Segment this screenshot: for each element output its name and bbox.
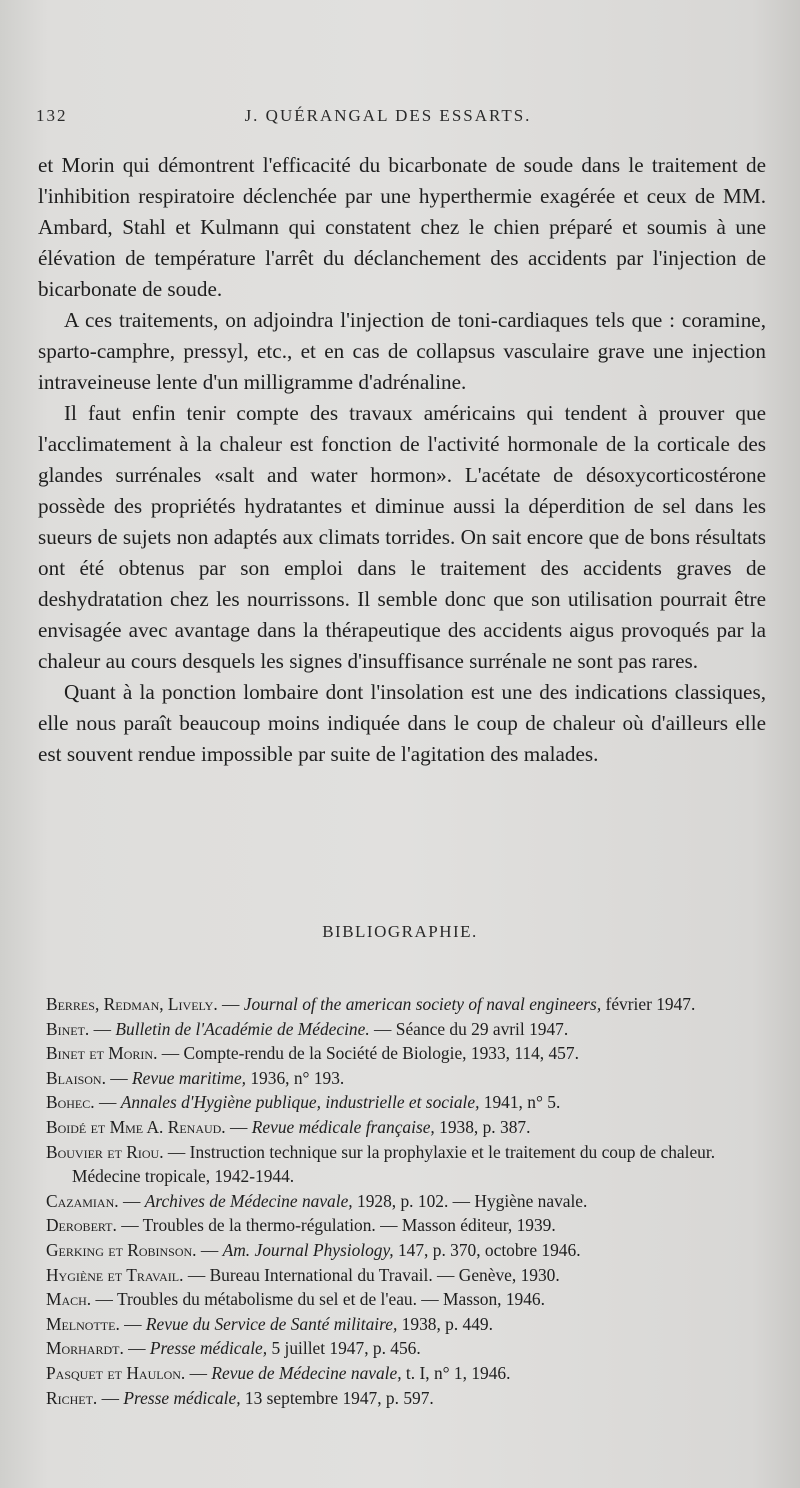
bibliography-entry: Binet. — Bulletin de l'Académie de Médecine. — Séance du 29 avril 1947. (46, 1018, 569, 1039)
paragraph: Il faut enfin tenir compte des travaux américains qui tendent à prouver que l'acclimatement à la chaleur est fonction de l'activité hormonale de la corticale des glandes surrénales «salt and water hormon». L'acétate de désoxycorticostérone possède des propriétés hydratantes et diminue aussi la déperdition de sel dans les sueurs de sujets non adaptés aux climats torrides. On sait encore que de bons résultats ont été obtenus par son emploi dans le traitement des accidents graves de deshydratation chez les nourrissons. Il semble donc que son utilisation pourrait être envisagée avec avantage dans la thérapeutique des accidents aigus provoqués par la chaleur au cours desquels les signes d'insuffisance surrénale ne sont pas rares. (38, 401, 766, 673)
bibliography-source: Revue maritime, (132, 1067, 247, 1088)
bibliography-source: Annales d'Hygiène publique, industrielle et sociale, (120, 1092, 480, 1113)
bibliography-authors: Hygiène et Travail. (46, 1264, 184, 1285)
bibliography-source: Archives de Médecine navale, (144, 1190, 353, 1211)
bibliography-source: Presse médicale, (149, 1338, 268, 1359)
bibliography-entry: Binet et Morin. — Compte-rendu de la Société de Biologie, 1933, 114, 457. (46, 1043, 579, 1064)
bibliography-details: 1936, n° 193. (246, 1067, 345, 1088)
bibliography-source: Revue de Médecine navale, (211, 1362, 402, 1383)
bibliography-entry: Cazamian. — Archives de Médecine navale, 1928, p. 102. — Hygiène navale. (46, 1190, 588, 1211)
bibliography-authors: Blaison. (46, 1067, 106, 1088)
bibliography-authors: Binet et Morin. (46, 1043, 158, 1064)
bibliography-authors: Gerking et Robinson. (46, 1239, 197, 1260)
bibliography-authors: Cazamian. (46, 1190, 119, 1211)
bibliography-entry: Bouvier et Riou. — Instruction technique sur la prophylaxie et le traitement du coup de chaleur. Médecine tropicale, 1942-1944. (46, 1141, 716, 1187)
bibliography-details: 147, p. 370, octobre 1946. (393, 1239, 581, 1260)
paragraph: Quant à la ponction lombaire dont l'insolation est une des indications classiques, elle nous paraît beaucoup moins indiquée dans le coup de chaleur où d'ailleurs elle est souvent rendue impossible par suite de l'agitation des malades. (38, 680, 766, 766)
bibliography-authors: Mach. (46, 1289, 92, 1310)
bibliography-entry: Mach. — Troubles du métabolisme du sel et de l'eau. — Masson, 1946. (46, 1289, 545, 1310)
bibliography-authors: Pasquet et Haulon. (46, 1362, 186, 1383)
bibliography-details: 1941, n° 5. (479, 1092, 561, 1113)
bibliography-authors: Boidé et Mme A. Renaud. (46, 1116, 226, 1137)
bibliography-entry: Berres, Redman, Lively. — Journal of the american society of naval engineers, février 1947. (46, 994, 696, 1014)
bibliography-entry: Richet. — Presse médicale, 13 septembre 1947, p. 597. (46, 1387, 434, 1408)
bibliography-title: BIBLIOGRAPHIE. (322, 922, 478, 941)
bibliography-details: 5 juillet 1947, p. 456. (267, 1338, 421, 1359)
bibliography-authors: Binet. (46, 1018, 90, 1039)
bibliography-list (46, 992, 776, 1410)
bibliography-details: 1938, p. 449. (397, 1313, 493, 1334)
bibliography-entry: Bohec. — Annales d'Hygiène publique, industrielle et sociale, 1941, n° 5. (46, 1092, 561, 1113)
bibliography-entry: Derobert. — Troubles de la thermo-régulation. — Masson éditeur, 1939. (46, 1215, 556, 1236)
page-number: 132 (36, 106, 68, 125)
bibliography-details: Bureau International du Travail. — Genève, 1930. (209, 1264, 560, 1285)
bibliography-details: — Séance du 29 avril 1947. (369, 1018, 569, 1039)
bibliography-authors: Derobert. (46, 1215, 117, 1236)
paragraph: A ces traitements, on adjoindra l'injection de toni-cardiaques tels que : coramine, sparto-camphre, pressyl, etc., et en cas de collapsus vasculaire grave une injection intraveineuse lente d'un milligramme d'adrénaline. (38, 308, 766, 394)
body-text (38, 150, 766, 770)
bibliography-authors: Richet. (46, 1387, 98, 1408)
bibliography-details: 13 septembre 1947, p. 597. (240, 1387, 434, 1408)
bibliography-details: 1928, p. 102. — Hygiène navale. (352, 1190, 588, 1211)
paragraph: et Morin qui démontrent l'efficacité du bicarbonate de soude dans le traitement de l'inhibition respiratoire déclenchée par une hyperthermie exagérée et ceux de MM. Ambard, Stahl et Kulmann qui constatent chez le chien préparé et soumis à une élévation de température l'arrêt du déclanchement des accidents par l'injection de bicarbonate de soude. (38, 153, 766, 301)
bibliography-source: Journal of the american society of naval engineers, (243, 994, 602, 1014)
bibliography-entry: Boidé et Mme A. Renaud. — Revue médicale française, 1938, p. 387. (46, 1116, 531, 1137)
bibliography-authors: Berres, Redman, Lively. (46, 994, 218, 1014)
bibliography-details: Troubles du métabolisme du sel et de l'eau. — Masson, 1946. (116, 1289, 545, 1310)
bibliography-details: Instruction technique sur la prophylaxie et le traitement du coup de chaleur. Médecine tropicale, 1942-1944. (72, 1141, 716, 1187)
bibliography-authors: Bohec. (46, 1092, 95, 1113)
bibliography-source: Revue du Service de Santé militaire, (145, 1313, 398, 1334)
bibliography-entry: Gerking et Robinson. — Am. Journal Physiology, 147, p. 370, octobre 1946. (46, 1239, 581, 1260)
bibliography-entry: Melnotte. — Revue du Service de Santé militaire, 1938, p. 449. (46, 1313, 493, 1334)
bibliography-details: Troubles de la thermo-régulation. — Masson éditeur, 1939. (142, 1215, 556, 1236)
bibliography-source: Am. Journal Physiology, (222, 1239, 394, 1260)
bibliography-details: 1938, p. 387. (434, 1116, 531, 1137)
bibliography-details: Compte-rendu de la Société de Biologie, 1933, 114, 457. (183, 1043, 579, 1064)
bibliography-entry: Hygiène et Travail. — Bureau International du Travail. — Genève, 1930. (46, 1264, 560, 1285)
bibliography-source: Presse médicale, (123, 1387, 241, 1408)
bibliography-authors: Morhardt. (46, 1338, 124, 1359)
bibliography-authors: Bouvier et Riou. (46, 1141, 164, 1162)
bibliography-source: Revue médicale française, (251, 1116, 435, 1137)
bibliography-details: t. I, n° 1, 1946. (401, 1362, 511, 1383)
bibliography-entry: Blaison. — Revue maritime, 1936, n° 193. (46, 1067, 345, 1088)
bibliography-source: Bulletin de l'Académie de Médecine. (115, 1018, 370, 1039)
bibliography-details: février 1947. (601, 994, 696, 1014)
bibliography-entry: Morhardt. — Presse médicale, 5 juillet 1947, p. 456. (46, 1338, 421, 1359)
bibliography-authors: Melnotte. (46, 1313, 120, 1334)
page-header (36, 100, 740, 130)
bibliography-entry: Pasquet et Haulon. — Revue de Médecine navale, t. I, n° 1, 1946. (46, 1362, 511, 1383)
running-title: J. QUÉRANGAL DES ESSARTS. (244, 106, 532, 125)
